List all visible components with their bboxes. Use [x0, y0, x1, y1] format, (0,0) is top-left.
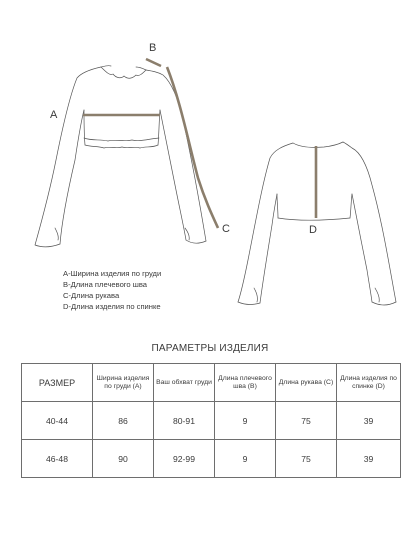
cell-shoulder-length: 9 [215, 402, 276, 440]
cell-your-chest: 80-91 [154, 402, 215, 440]
legend-item-d: D-Длина изделия по спинке [63, 302, 161, 311]
label-a: A [50, 109, 58, 121]
front-cuff-detail [55, 228, 189, 240]
header-size: РАЗМЕР [22, 364, 93, 402]
back-cuff-detail [254, 288, 379, 302]
legend-item-c: C-Длина рукава [63, 291, 120, 300]
back-left-cuff [238, 302, 260, 304]
header-your-chest: Ваш обхват груди [154, 364, 215, 402]
header-shoulder-length: Длина плечевого шва (B) [215, 364, 276, 402]
measure-line-c [167, 67, 218, 228]
cell-back-length: 39 [337, 440, 401, 478]
front-neckline [101, 67, 146, 78]
front-left-sleeve-inner [60, 110, 84, 244]
back-hem [278, 218, 350, 220]
front-right-cuff [186, 240, 206, 243]
cell-size: 40-44 [22, 402, 93, 440]
front-view [35, 66, 206, 247]
legend [63, 268, 161, 312]
cell-back-length: 39 [337, 402, 401, 440]
table-row [22, 402, 401, 440]
back-left-sleeve-inner [260, 194, 277, 303]
size-table [21, 363, 401, 478]
cell-chest-width: 90 [93, 440, 154, 478]
cell-sleeve-length: 75 [276, 440, 337, 478]
cell-sleeve-length: 75 [276, 402, 337, 440]
back-right-side [350, 194, 352, 218]
table-title: ПАРАМЕТРЫ ИЗДЕЛИЯ [151, 343, 269, 354]
header-chest-width: Ширина изделия по груди (A) [93, 364, 154, 402]
header-sleeve-length: Длина рукава (C) [276, 364, 337, 402]
cell-shoulder-length: 9 [215, 440, 276, 478]
back-right-sleeve-outer [343, 142, 396, 302]
cell-your-chest: 92-99 [154, 440, 215, 478]
front-neck-edge [101, 66, 146, 70]
legend-item-b: B-Длина плечевого шва [63, 280, 148, 289]
measure-line-b [146, 59, 161, 66]
back-neckline [293, 142, 343, 147]
front-underbust-seam [84, 138, 159, 141]
back-left-side [277, 194, 278, 218]
header-back-length: Длина изделия по спинке (D) [337, 364, 401, 402]
table-header-row [22, 364, 401, 402]
legend-item-a: A-Ширина изделия по груди [63, 269, 162, 278]
back-right-sleeve-inner [352, 194, 372, 302]
label-d: D [309, 224, 317, 236]
label-c: C [222, 223, 230, 235]
cell-chest-width: 86 [93, 402, 154, 440]
back-right-cuff [372, 302, 396, 305]
cell-size: 46-48 [22, 440, 93, 478]
front-hem [85, 145, 158, 148]
front-left-sleeve-outer [35, 67, 101, 247]
table-row [22, 440, 401, 478]
label-b: B [149, 42, 157, 54]
back-left-sleeve-outer [238, 143, 293, 302]
front-right-sleeve-inner [160, 110, 186, 240]
